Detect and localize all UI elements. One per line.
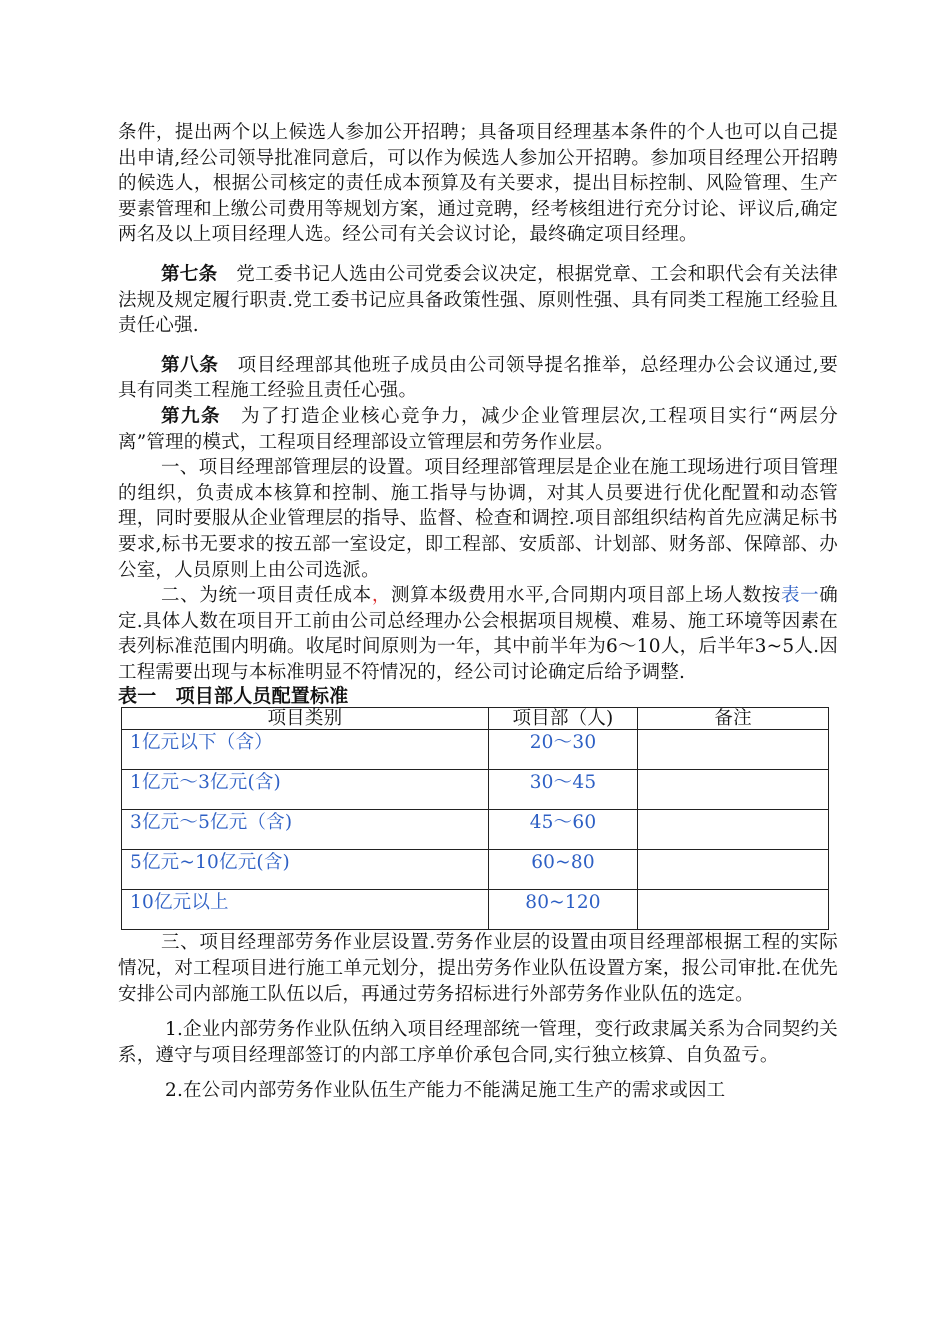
table-row [122, 850, 829, 890]
item-2-text-b: 测算本级费用水平,合同期内项目部上场人数按 [391, 585, 781, 607]
cell-category: 5亿元~10亿元(含) [122, 850, 489, 890]
article-9-heading: 第九条 [161, 405, 221, 427]
table-1-reference-link[interactable]: 表一 [780, 585, 820, 607]
header-category: 项目类别 [122, 708, 489, 730]
article-8-text: 项目经理部其他班子成员由公司领导提名推举，总经理办公会议通过,要具有同类工程施工经验且责任心强。 [118, 354, 838, 402]
header-staff: 项目部（人) [488, 708, 637, 730]
item-1-management-layer: 一、项目经理部管理层的设置。项目经理部管理层是企业在施工现场进行项目管理的组织，负责成本核算和控制、施工指导与协调，对其人员要进行优化配置和动态管理，同时要服从企业管理层的指导、监督、检查和调控.项目部组织结构首先应满足标书要求,标书无要求的按五部一室设定，即工程部、安质部、计划部、财务部、保障部、办公室，人员原则上由公司选派。 [118, 457, 838, 581]
cell-note [638, 850, 829, 890]
article-7 [118, 262, 838, 339]
item-2-text-a: 二、为统一项目责任成本 [161, 585, 372, 607]
paragraph-continuation: 条件，提出两个以上候选人参加公开招聘；具备项目经理基本条件的个人也可以自己提出申请,经公司领导批准同意后，可以作为候选人参加公开招聘。参加项目经理公开招聘的候选人，根据公司核定的责任成本预算及有关要求，提出目标控制、风险管理、生产要素管理和上缴公司费用等规划方案，通过竞聘，经考核组进行充分讨论、评议后,确定两名及以上项目经理人选。经公司有关会议讨论，最终确定项目经理。 [118, 122, 838, 246]
cell-staff: 80~120 [488, 890, 637, 930]
cell-staff: 45～60 [488, 810, 637, 850]
cell-category: 1亿元以下（含） [122, 730, 489, 770]
cell-staff: 20～30 [488, 730, 637, 770]
table-row [122, 890, 829, 930]
sub-item-1: 1.企业内部劳务作业队伍纳入项目经理部统一管理，变行政隶属关系为合同契约关系，遵守与项目经理部签订的内部工序单价承包合同,实行独立核算、自负盈亏。 [118, 1019, 838, 1066]
cell-staff: 60~80 [488, 850, 637, 890]
item-2-staffing [118, 583, 838, 685]
article-9-text: 为了打造企业核心竞争力，减少企业管理层次,工程项目实行“两层分离”管理的模式，工程项目经理部设立管理层和劳务作业层。 [118, 405, 838, 453]
cell-note [638, 770, 829, 810]
item-2-text-c: 确定.具体人数在项目开工前由公司总经理办公会根据项目规模、难易、施工环境等因素在表列标准范围内明确。收尾时间原则为一年，其中前半年为6～10人，后半年3~5人.因工程需要出现与本标准明显不符情况的，经公司讨论确定后给予调整. [118, 585, 838, 683]
table-header-row [122, 708, 829, 730]
cell-category: 1亿元～3亿元(含) [122, 770, 489, 810]
staffing-standard-table [121, 707, 829, 930]
cell-staff: 30～45 [488, 770, 637, 810]
article-7-text: 党工委书记人选由公司党委会议决定，根据党章、工会和职代会有关法律法规及规定履行职责.党工委书记应具备政策性强、原则性强、具有同类工程施工经验且责任心强. [118, 263, 838, 337]
item-3-labor-layer: 三、项目经理部劳务作业层设置.劳务作业层的设置由项目经理部根据工程的实际情况，对工程项目进行施工单元划分，提出劳务作业队伍设置方案，报公司审批.在优先安排公司内部施工队伍以后，再通过劳务招标进行外部劳务作业队伍的选定。 [118, 932, 838, 1005]
cell-note [638, 890, 829, 930]
cell-category: 10亿元以上 [122, 890, 489, 930]
cell-category: 3亿元～5亿元（含) [122, 810, 489, 850]
item-2-red-comma: ， [371, 585, 392, 607]
table-title: 表一 项目部人员配置标准 [118, 685, 349, 708]
cell-note [638, 730, 829, 770]
header-note: 备注 [638, 708, 829, 730]
sub-item-2: 2.在公司内部劳务作业队伍生产能力不能满足施工生产的需求或因工 [165, 1080, 726, 1102]
table-row [122, 770, 829, 810]
table-row [122, 730, 829, 770]
article-8 [118, 353, 838, 404]
article-7-heading: 第七条 [161, 263, 218, 285]
article-8-heading: 第八条 [161, 354, 219, 376]
article-9 [118, 404, 838, 455]
cell-note [638, 810, 829, 850]
table-row [122, 810, 829, 850]
document-body [118, 120, 838, 1104]
